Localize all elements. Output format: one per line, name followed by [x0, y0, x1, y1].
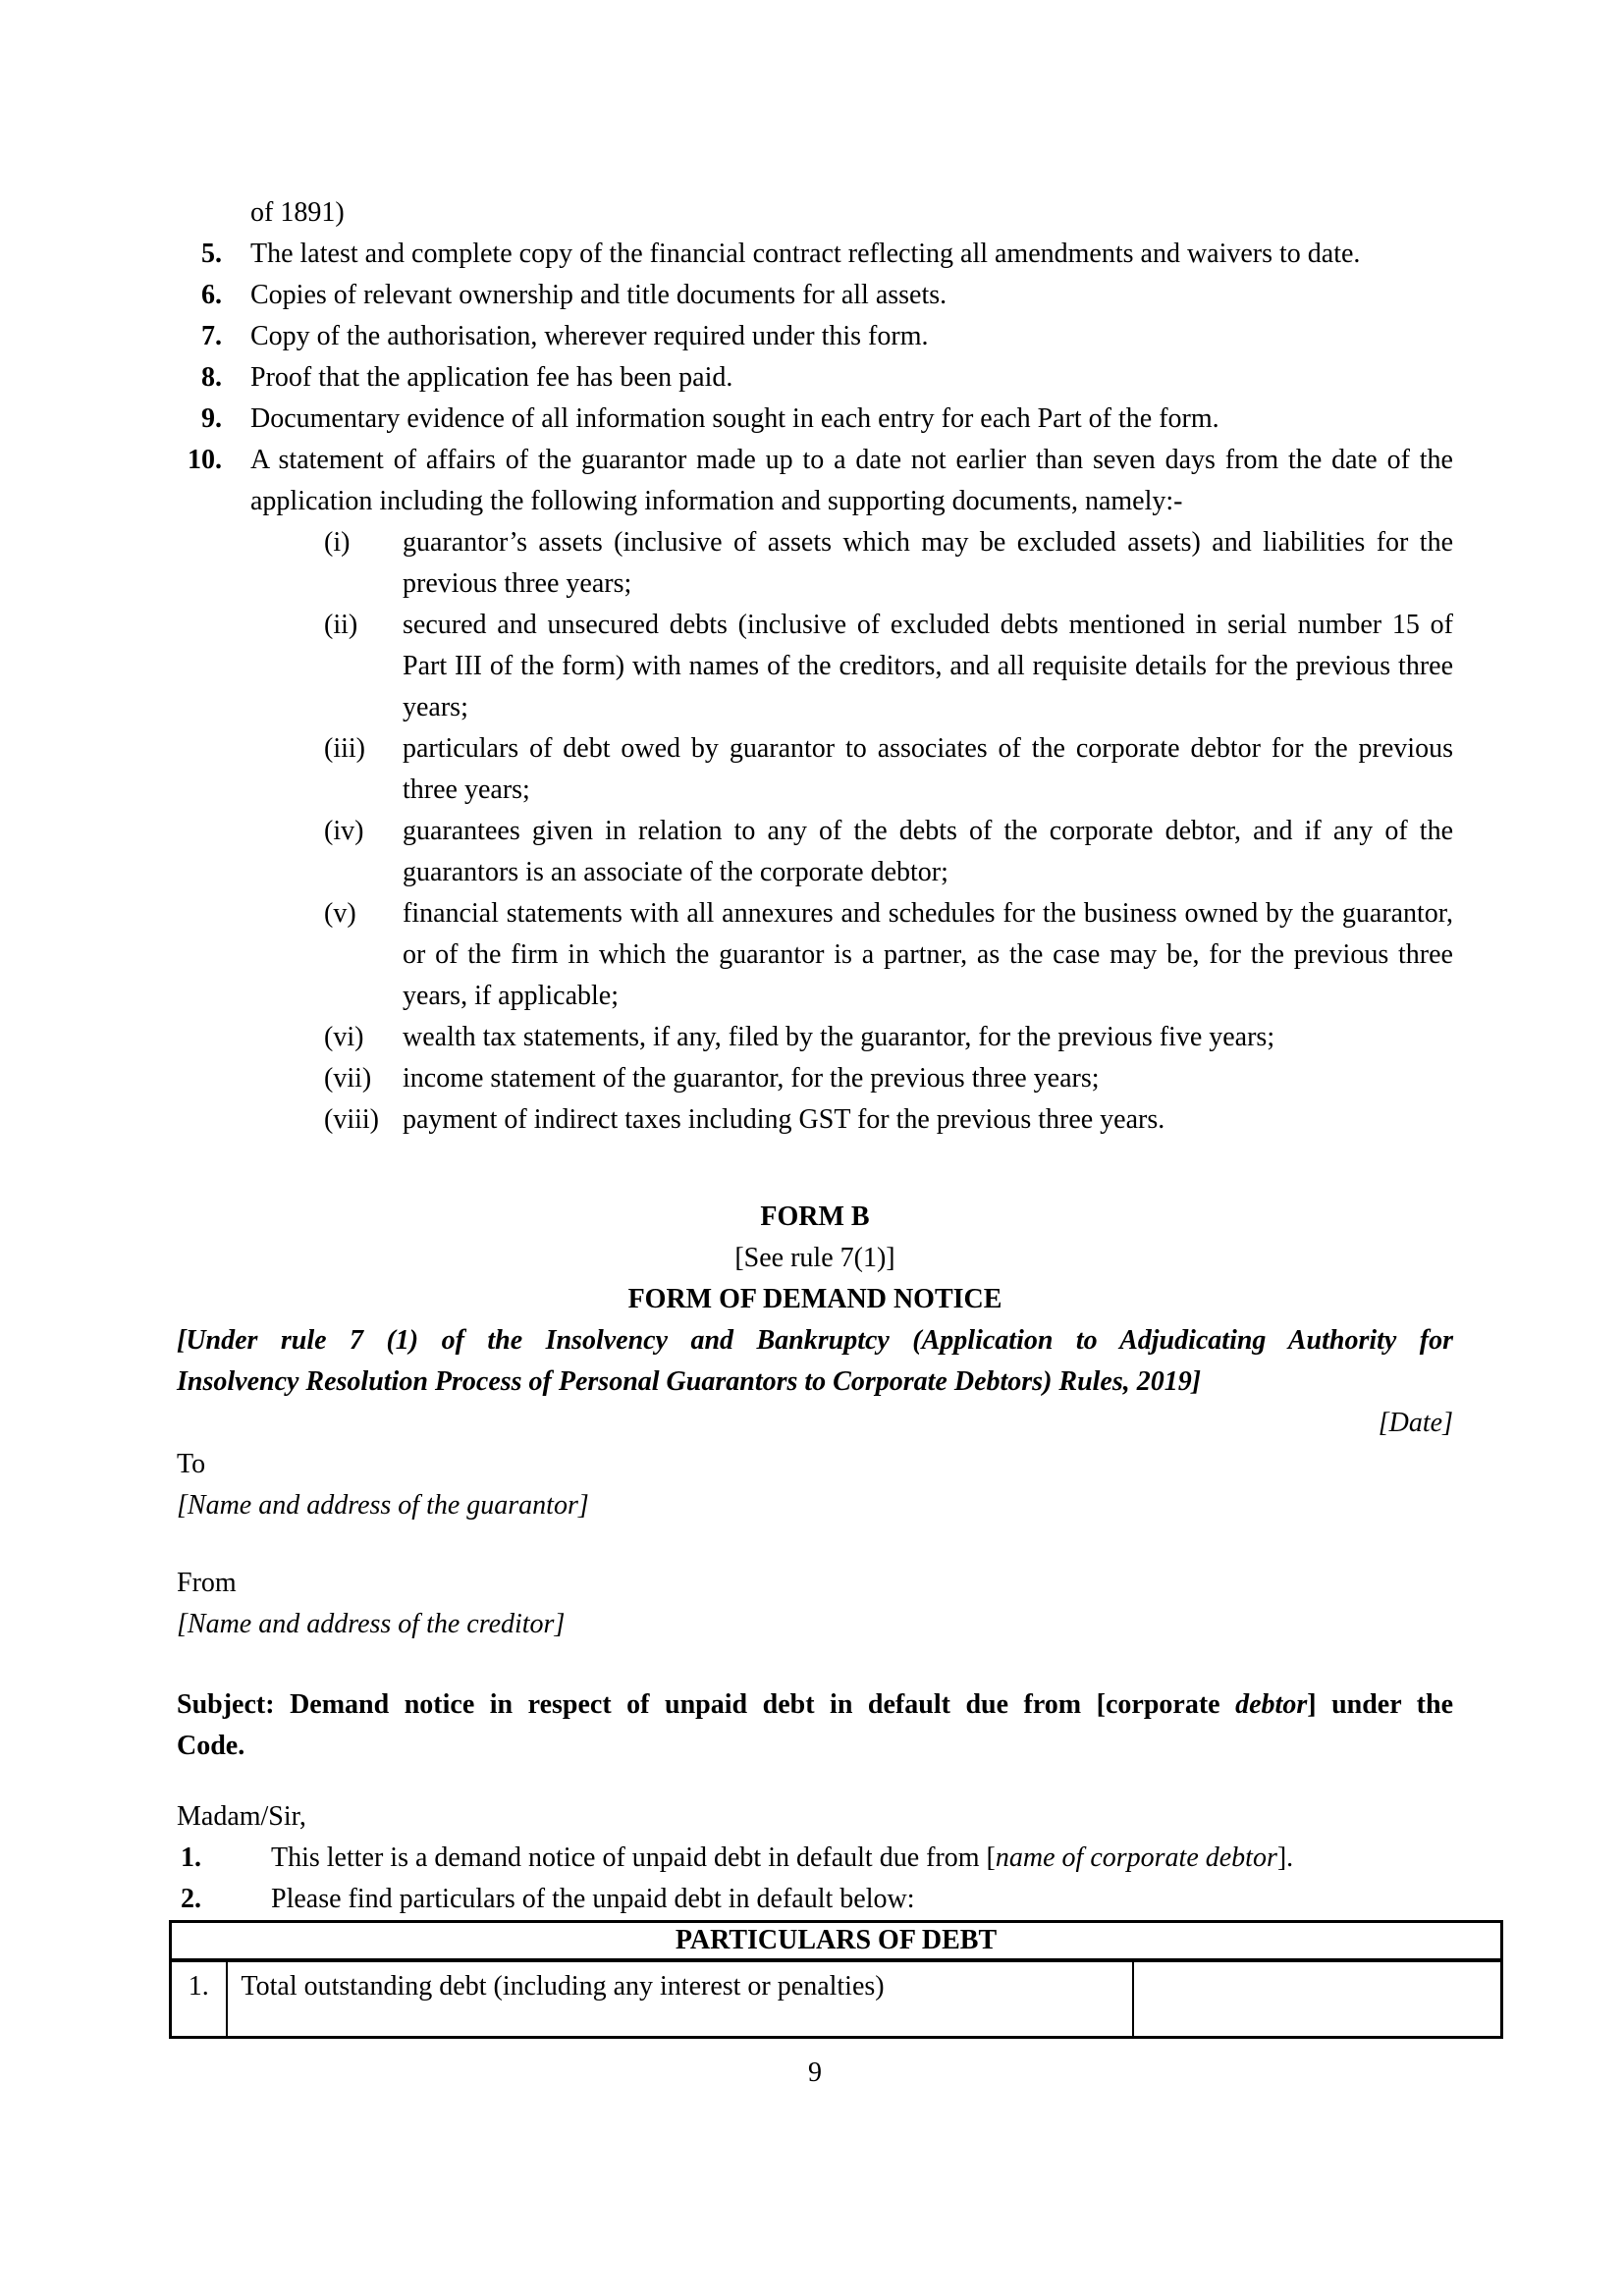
- to-value-placeholder: [Name and address of the guarantor]: [177, 1490, 589, 1521]
- sub-list-text: financial statements with all annexures and schedules for the business owned by the guarantor, or of the firm in which the guarantor is a partner, as the case may be, for the previous three years, if applicable;: [403, 898, 1453, 1011]
- sub-list-text: income statement of the guarantor, for the previous three years;: [403, 1063, 1100, 1094]
- row-value-cell: [1133, 1960, 1502, 2038]
- list-item-10: [177, 440, 1453, 522]
- sub-list-marker: (iv): [324, 816, 364, 846]
- date-placeholder: [Date]: [1378, 1408, 1453, 1438]
- to-label: To: [177, 1449, 206, 1479]
- sub-list-item-v: [177, 893, 1453, 1017]
- list-item-7: [177, 316, 1453, 357]
- sub-list-marker: (iii): [324, 733, 365, 764]
- body-item-text-run: ].: [1276, 1842, 1294, 1873]
- list-item-6: [177, 275, 1453, 316]
- form-heading: FORM OF DEMAND NOTICE: [627, 1284, 1002, 1314]
- table-header: PARTICULARS OF DEBT: [171, 1922, 1502, 1961]
- subject-text-end: ] under the: [1307, 1689, 1454, 1720]
- sub-list-text: payment of indirect taxes including GST for the previous three years.: [403, 1104, 1165, 1135]
- sub-list-marker: (ii): [324, 610, 358, 640]
- form-rule-reference: [See rule 7(1)]: [734, 1243, 895, 1273]
- form-subtitle-line1: [Under rule 7 (1) of the Insolvency and Bankruptcy (Application to Adjudicating Authority for: [177, 1325, 1453, 1356]
- sub-list-text: guarantor’s assets (inclusive of assets which may be excluded assets) and liabilities for the previous three years;: [403, 527, 1453, 599]
- sub-list-item-ii: [177, 605, 1453, 728]
- table-header-row: [171, 1922, 1502, 1961]
- body-item-text-run: Please find particulars of the unpaid debt in default below:: [271, 1884, 915, 1914]
- sub-list-marker: (vii): [324, 1063, 372, 1094]
- row-label: Total outstanding debt (including any interest or penalties): [227, 1960, 1133, 2038]
- list-item-text: Copies of relevant ownership and title documents for all assets.: [250, 280, 947, 310]
- body-item-number: 1.: [181, 1842, 201, 1873]
- sub-list-item-vii: [177, 1058, 1453, 1099]
- subject-line-2: Code.: [177, 1731, 245, 1761]
- body-item-italic-run: name of corporate debtor: [995, 1842, 1277, 1873]
- sub-list-marker: (viii): [324, 1104, 379, 1135]
- form-subtitle-line2: Insolvency Resolution Process of Personal Guarantors to Corporate Debtors) Rules, 2019]: [177, 1366, 1202, 1397]
- body-item-text: [271, 1879, 1453, 1920]
- page-number: 9: [808, 2057, 822, 2088]
- list-item-text: Documentary evidence of all information sought in each entry for each Part of the form.: [250, 403, 1219, 434]
- list-item-9: [177, 399, 1453, 440]
- list-item-text: The latest and complete copy of the financial contract reflecting all amendments and waivers to date.: [250, 239, 1361, 269]
- body-item-1: [177, 1838, 1453, 1879]
- row-serial-number: 1.: [171, 1960, 227, 2038]
- sub-list-text: secured and unsecured debts (inclusive of excluded debts mentioned in serial number 15 of Part III of the form) with names of the creditors, and all requisite details for the previous three years;: [403, 610, 1453, 722]
- sub-list-marker: (vi): [324, 1022, 364, 1052]
- body-item-2: [177, 1879, 1453, 1920]
- sub-list-text: particulars of debt owed by guarantor to associates of the corporate debtor for the previous three years;: [403, 733, 1453, 805]
- list-item-text: Proof that the application fee has been paid.: [250, 362, 733, 393]
- list-item-number: 8.: [201, 362, 222, 393]
- list-item-number: 9.: [201, 403, 222, 434]
- from-label: From: [177, 1568, 237, 1598]
- subject-line: [177, 1684, 1453, 1767]
- sub-list-item-vi: [177, 1017, 1453, 1058]
- salutation: Madam/Sir,: [177, 1801, 306, 1832]
- body-item-text-run: This letter is a demand notice of unpaid debt in default due from [: [271, 1842, 996, 1873]
- subject-line-1: [177, 1684, 1453, 1726]
- from-value-placeholder: [Name and address of the creditor]: [177, 1609, 566, 1639]
- list-item-number: 5.: [201, 239, 222, 269]
- sub-list-item-viii: [177, 1099, 1453, 1141]
- subject-italic-text: debtor: [1235, 1689, 1308, 1720]
- sub-list-text: guarantees given in relation to any of the debts of the corporate debtor, and if any of the guarantors is an associate of the corporate debtor;: [403, 816, 1453, 887]
- list-item-5: [177, 234, 1453, 275]
- table-row: [171, 1960, 1502, 2038]
- sub-list-item-iv: [177, 811, 1453, 893]
- sub-list-marker: (v): [324, 898, 356, 929]
- list-item-number: 10.: [188, 445, 222, 475]
- sub-list-text: wealth tax statements, if any, filed by the guarantor, for the previous five years;: [403, 1022, 1275, 1052]
- list-item-8: [177, 357, 1453, 399]
- body-item-number: 2.: [181, 1884, 201, 1914]
- particulars-of-debt-table: [169, 1920, 1503, 2039]
- subject-text: Subject: Demand notice in respect of unpaid debt in default due from [corporate: [177, 1689, 1236, 1720]
- form-title: FORM B: [760, 1201, 870, 1232]
- list-item-number: 7.: [201, 321, 222, 351]
- form-title-block: [177, 1197, 1453, 1320]
- continuation-line: of 1891): [250, 197, 345, 228]
- body-item-text: [271, 1838, 1453, 1879]
- list-item-text: Copy of the authorisation, wherever required under this form.: [250, 321, 929, 351]
- sub-list-item-iii: [177, 728, 1453, 811]
- sub-list-item-i: [177, 522, 1453, 605]
- sub-list-marker: (i): [324, 527, 351, 558]
- list-item-number: 6.: [201, 280, 222, 310]
- list-item-text: A statement of affairs of the guarantor made up to a date not earlier than seven days from the date of the application including the following information and supporting documents, namely:-: [250, 445, 1453, 516]
